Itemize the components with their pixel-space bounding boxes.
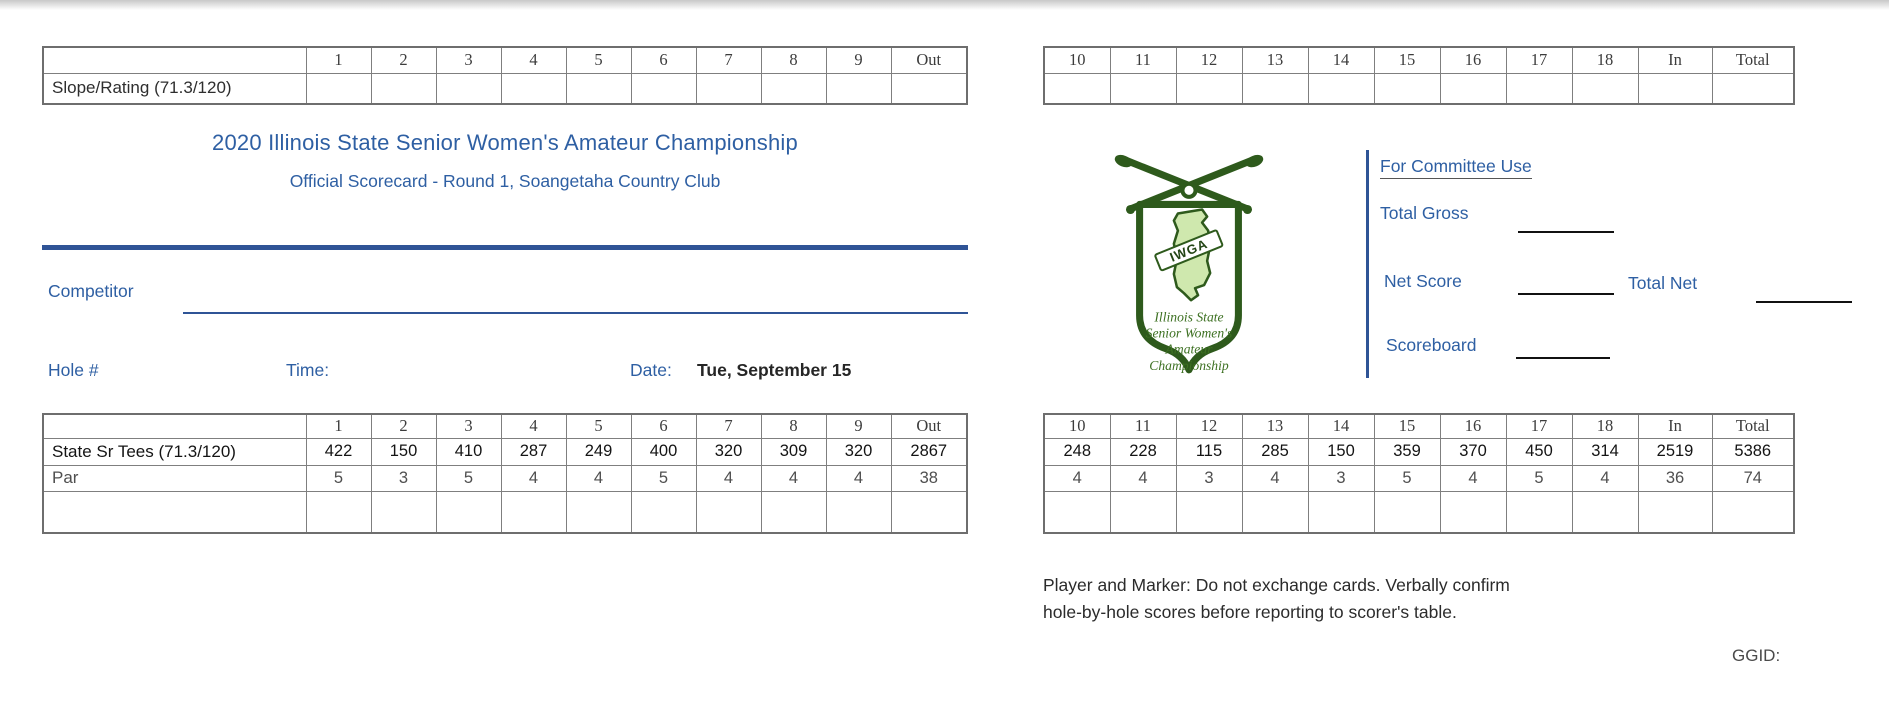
hole-number: 10 <box>1044 414 1110 438</box>
par-value: 5 <box>1374 465 1440 491</box>
hole-number: 5 <box>566 47 631 73</box>
par-in: 36 <box>1638 465 1712 491</box>
empty-cell <box>1242 491 1308 533</box>
empty-cell <box>1638 73 1712 104</box>
hole-number: 1 <box>306 47 371 73</box>
date-label: Date: <box>630 360 672 380</box>
iwga-monogram: IWGA <box>1167 236 1211 265</box>
par-value: 4 <box>1110 465 1176 491</box>
total-gross-blank-line <box>1518 231 1614 233</box>
par-value: 4 <box>696 465 761 491</box>
scoreboard-label: Scoreboard <box>1386 335 1477 355</box>
yardage-value: 320 <box>696 438 761 465</box>
empty-cell <box>631 491 696 533</box>
empty-cell <box>1712 73 1794 104</box>
committee-divider <box>1366 150 1369 378</box>
total-net-blank-line <box>1756 301 1852 303</box>
par-out: 38 <box>891 465 967 491</box>
table-row <box>43 465 967 491</box>
table-row <box>1044 465 1794 491</box>
par-value: 5 <box>436 465 501 491</box>
par-value: 3 <box>1308 465 1374 491</box>
hole-number: 6 <box>631 47 696 73</box>
hole-number: 12 <box>1176 47 1242 73</box>
par-value: 4 <box>501 465 566 491</box>
table-row <box>43 47 967 73</box>
par-value: 5 <box>1506 465 1572 491</box>
yardage-value: 450 <box>1506 438 1572 465</box>
total-header: Total <box>1712 414 1794 438</box>
hole-number: 6 <box>631 414 696 438</box>
hole-number-label: Hole # <box>48 360 99 380</box>
hole-number: 18 <box>1572 414 1638 438</box>
yardage-value: 314 <box>1572 438 1638 465</box>
empty-cell <box>1242 73 1308 104</box>
yardage-value: 150 <box>371 438 436 465</box>
event-title: 2020 Illinois State Senior Women's Amateur Championship <box>212 130 798 155</box>
slope-front-table <box>42 46 968 105</box>
hole-number: 10 <box>1044 47 1110 73</box>
par-value: 4 <box>1440 465 1506 491</box>
net-score-blank-line <box>1518 293 1614 295</box>
par-value: 3 <box>371 465 436 491</box>
par-value: 5 <box>306 465 371 491</box>
empty-cell <box>1044 73 1110 104</box>
card-front-table <box>42 413 968 534</box>
corner-cell <box>43 414 306 438</box>
in-header: In <box>1638 47 1712 73</box>
slope-rating-label: Slope/Rating (71.3/120) <box>43 73 306 104</box>
hole-number: 2 <box>371 47 436 73</box>
hole-number: 16 <box>1440 47 1506 73</box>
empty-cell <box>696 73 761 104</box>
empty-cell <box>826 491 891 533</box>
empty-cell <box>566 73 631 104</box>
scoreboard-blank-line <box>1516 357 1610 359</box>
hole-number: 11 <box>1110 414 1176 438</box>
hole-number: 15 <box>1374 47 1440 73</box>
total-header: Total <box>1712 47 1794 73</box>
empty-cell <box>1374 491 1440 533</box>
hole-number: 17 <box>1506 414 1572 438</box>
yardage-value: 400 <box>631 438 696 465</box>
empty-cell <box>891 491 967 533</box>
hole-number: 5 <box>566 414 631 438</box>
logo-line-4: Championship <box>1149 357 1229 373</box>
yardage-value: 285 <box>1242 438 1308 465</box>
empty-cell <box>436 73 501 104</box>
par-value: 5 <box>631 465 696 491</box>
hole-number: 12 <box>1176 414 1242 438</box>
hole-number: 14 <box>1308 414 1374 438</box>
empty-cell <box>631 73 696 104</box>
empty-cell <box>1110 491 1176 533</box>
yardage-out: 2867 <box>891 438 967 465</box>
yardage-value: 320 <box>826 438 891 465</box>
empty-cell <box>761 491 826 533</box>
par-value: 4 <box>566 465 631 491</box>
table-row <box>1044 438 1794 465</box>
hole-number: 18 <box>1572 47 1638 73</box>
empty-cell <box>1572 491 1638 533</box>
empty-cell <box>306 491 371 533</box>
empty-cell <box>1044 491 1110 533</box>
empty-cell <box>1506 491 1572 533</box>
out-header: Out <box>891 414 967 438</box>
hole-number: 9 <box>826 414 891 438</box>
empty-cell <box>1110 73 1176 104</box>
empty-cell <box>43 491 306 533</box>
yardage-value: 150 <box>1308 438 1374 465</box>
table-row <box>43 73 967 104</box>
par-value: 4 <box>1044 465 1110 491</box>
empty-cell <box>371 73 436 104</box>
empty-cell <box>1440 491 1506 533</box>
table-row <box>1044 491 1794 533</box>
empty-cell <box>1176 491 1242 533</box>
hole-number: 2 <box>371 414 436 438</box>
empty-cell <box>826 73 891 104</box>
table-row <box>43 491 967 533</box>
empty-cell <box>566 491 631 533</box>
iwga-logo <box>1103 150 1275 392</box>
event-subtitle: Official Scorecard - Round 1, Soangetaha Country Club <box>289 171 721 191</box>
hole-number: 4 <box>501 47 566 73</box>
hole-number: 15 <box>1374 414 1440 438</box>
ggid-label: GGID: <box>1732 646 1781 665</box>
card-back-table <box>1043 413 1795 534</box>
par-value: 4 <box>1242 465 1308 491</box>
table-row <box>43 438 967 465</box>
empty-cell <box>501 73 566 104</box>
par-total: 74 <box>1712 465 1794 491</box>
date-value: Tue, September 15 <box>697 360 852 380</box>
hole-number: 11 <box>1110 47 1176 73</box>
hole-number: 9 <box>826 47 891 73</box>
empty-cell <box>1374 73 1440 104</box>
hole-number: 14 <box>1308 47 1374 73</box>
corner-cell <box>43 47 306 73</box>
hole-number: 16 <box>1440 414 1506 438</box>
empty-cell <box>1638 491 1712 533</box>
empty-cell <box>371 491 436 533</box>
empty-cell <box>891 73 967 104</box>
hole-number: 13 <box>1242 47 1308 73</box>
yardage-value: 359 <box>1374 438 1440 465</box>
empty-cell <box>1440 73 1506 104</box>
hole-number: 17 <box>1506 47 1572 73</box>
empty-cell <box>1176 73 1242 104</box>
par-label: Par <box>43 465 306 491</box>
hole-number: 3 <box>436 47 501 73</box>
competitor-label: Competitor <box>48 281 134 301</box>
empty-cell <box>1506 73 1572 104</box>
divider-rule <box>42 245 968 250</box>
empty-cell <box>1572 73 1638 104</box>
yardage-value: 309 <box>761 438 826 465</box>
yardage-value: 248 <box>1044 438 1110 465</box>
marker-instructions: Player and Marker: Do not exchange cards. Verbally confirm hole-by-hole scores before reporting to scorer's table. <box>1043 575 1510 622</box>
total-net-label: Total Net <box>1628 273 1698 293</box>
empty-cell <box>761 73 826 104</box>
yardage-value: 410 <box>436 438 501 465</box>
hole-number: 3 <box>436 414 501 438</box>
logo-line-1: Illinois State <box>1154 309 1224 325</box>
hole-number: 7 <box>696 414 761 438</box>
hole-number: 8 <box>761 414 826 438</box>
yardage-in: 2519 <box>1638 438 1712 465</box>
hole-number: 1 <box>306 414 371 438</box>
yardage-value: 370 <box>1440 438 1506 465</box>
tees-label: State Sr Tees (71.3/120) <box>43 438 306 465</box>
table-row <box>1044 414 1794 438</box>
out-header: Out <box>891 47 967 73</box>
slope-back-table <box>1043 46 1795 105</box>
empty-cell <box>306 73 371 104</box>
empty-cell <box>696 491 761 533</box>
committee-heading: For Committee Use <box>1380 156 1532 179</box>
logo-line-2: Senior Women's <box>1145 325 1233 341</box>
yardage-value: 287 <box>501 438 566 465</box>
competitor-blank-line <box>183 312 968 314</box>
empty-cell <box>1712 491 1794 533</box>
time-label: Time: <box>286 360 330 380</box>
yardage-value: 422 <box>306 438 371 465</box>
total-gross-label: Total Gross <box>1380 203 1469 223</box>
par-value: 3 <box>1176 465 1242 491</box>
golf-ball-icon <box>1182 184 1195 197</box>
hole-number: 8 <box>761 47 826 73</box>
empty-cell <box>501 491 566 533</box>
net-score-label: Net Score <box>1384 271 1462 291</box>
in-header: In <box>1638 414 1712 438</box>
table-row <box>1044 47 1794 73</box>
hole-number: 13 <box>1242 414 1308 438</box>
logo-line-3: Amateur <box>1165 341 1213 357</box>
yardage-value: 115 <box>1176 438 1242 465</box>
par-value: 4 <box>826 465 891 491</box>
table-row <box>43 414 967 438</box>
yardage-total: 5386 <box>1712 438 1794 465</box>
hole-number: 4 <box>501 414 566 438</box>
hole-number: 7 <box>696 47 761 73</box>
empty-cell <box>1308 73 1374 104</box>
yardage-value: 249 <box>566 438 631 465</box>
empty-cell <box>436 491 501 533</box>
yardage-value: 228 <box>1110 438 1176 465</box>
par-value: 4 <box>1572 465 1638 491</box>
table-row <box>1044 73 1794 104</box>
par-value: 4 <box>761 465 826 491</box>
empty-cell <box>1308 491 1374 533</box>
top-shadow <box>0 0 1889 10</box>
